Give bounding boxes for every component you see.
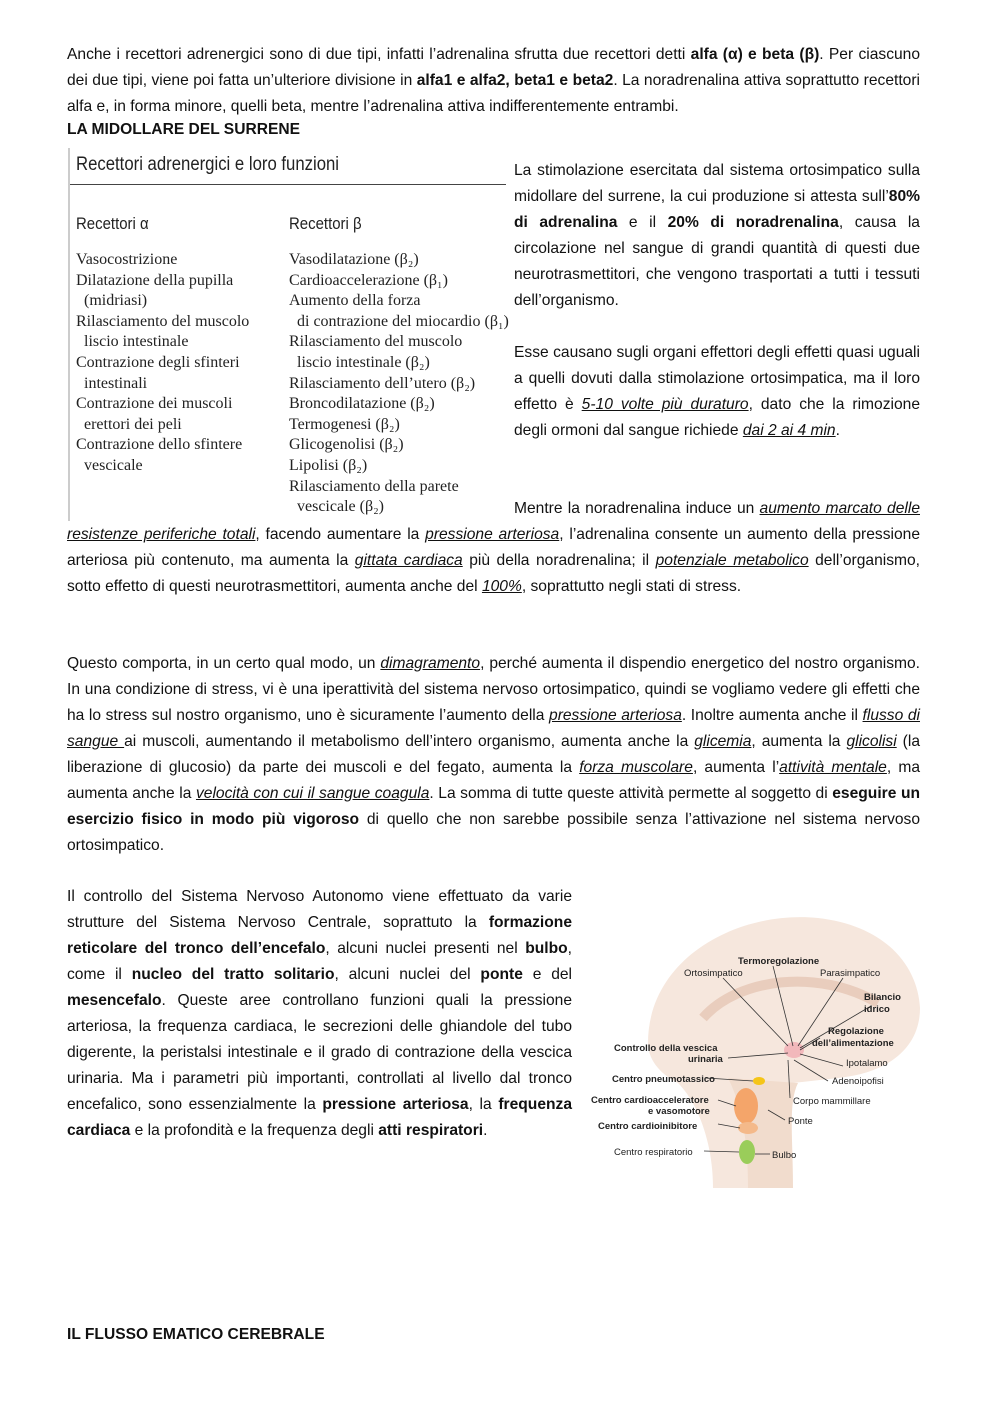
- label-cardioacceleratore-1: Centro cardioacceleratore: [591, 1095, 709, 1106]
- adrenal-medulla-paragraph: La stimolazione esercitata dal sistema ortosimpatico sulla midollare del surrene, la cui produzione si attesta sull’80% di adrenalina e il 20% di noradrenalina, causa la circolazione nel sangue di grandi quantità di questi due neurotrasmettitori, che vengono trasportati a tutti i tessuti dell’organismo.: [514, 162, 920, 309]
- list-item: vescicale: [76, 456, 143, 474]
- label-cardioinibitore: Centro cardioinibitore: [598, 1121, 698, 1132]
- beta-column-header: Recettori β: [289, 214, 362, 233]
- label-adenoipofisi: Adenoipofisi: [832, 1076, 884, 1087]
- list-item: Dilatazione della pupilla: [76, 271, 234, 289]
- section-heading: LA MIDOLLARE DEL SURRENE: [67, 121, 301, 138]
- label-regolazione-2: dell’alimentazione: [812, 1038, 894, 1049]
- list-item: Broncodilatazione (β₂): [289, 395, 435, 413]
- list-item: Contrazione dei muscoli: [76, 395, 233, 413]
- label-bilancio-idrico-1: Bilancio: [864, 992, 901, 1003]
- label-corpo-mammillare: Corpo mammillare: [793, 1096, 871, 1107]
- list-item: Termogenesi (β₂): [289, 415, 400, 433]
- label-pneumotassico: Centro pneumotassico: [612, 1074, 715, 1085]
- label-bilancio-idrico-2: idrico: [864, 1004, 890, 1015]
- adrenergic-receptors-figure: [68, 148, 511, 521]
- list-item: Rilasciamento del muscolo: [76, 312, 250, 330]
- list-item: Rilasciamento del muscolo: [289, 333, 463, 351]
- list-item: Vasodilatazione (β₂): [289, 251, 419, 268]
- list-item: Glicogenolisi (β₂): [289, 436, 404, 454]
- list-item: (midriasi): [76, 292, 148, 310]
- list-item: liscio intestinale: [76, 333, 189, 351]
- label-vescica-2: urinaria: [688, 1054, 723, 1065]
- list-item: Rilasciamento della parete: [289, 477, 459, 495]
- label-cardioacceleratore-2: e vasomotore: [648, 1106, 710, 1117]
- list-item: Vasocostrizione: [76, 251, 178, 268]
- intro-paragraph: Anche i recettori adrenergici sono di due tipi, infatti l’adrenalina sfrutta due recettori detti alfa (α) e beta (β). Per ciascuno dei due tipi, viene poi fatta un’ulteriore divisione in alfa1 e alfa2, beta1 e beta2. La noradrenalina attiva soprattutto recettori alfa e, in forma minore, quelli beta, mentre l’adrenalina attiva indifferentemente entrambi.: [67, 46, 921, 115]
- list-item: Rilasciamento dell’utero (β₂): [289, 374, 476, 392]
- stress-effects-paragraph: Questo comporta, in un certo qual modo, un dimagramento, perché aumenta il dispendio energetico del nostro organismo. In una condizione di stress, vi è una iperattività del sistema nervoso ortosimpatico, quindi se vogliamo vedere gli effetti che ha lo stress sul nostro organismo, uno è sicuramente l’aumento della pressione arteriosa. Inoltre aumenta anche il flusso di sangue ai muscoli, aumentando il metabolismo dell’intero organismo, aumenta anche la glicemia, aumenta la glicolisi (la liberazione di glucosio) da parte dei muscoli e del fegato, aumenta la forza muscolare, aumenta l’attività mentale, ma aumenta anche la velocità con cui il sangue coagula. La somma di tutte queste attività permette al soggetto di eseguire un esercizio fisico in modo più vigoroso di quello che non sarebbe possibile senza l’attivazione nel sistema nervoso ortosimpatico.: [67, 655, 921, 854]
- effector-effects-paragraph: Esse causano sugli organi effettori degli effetti quasi uguali a quelli dovuti dalla stimolazione ortosimpatica, ma il loro effetto è 5-10 volte più duraturo, dato che la rimozione degli ormoni dal sangue richiede dai 2 ai 4 min.: [514, 344, 920, 439]
- label-ipotalamo: Ipotalamo: [846, 1058, 888, 1069]
- label-vescica-1: Controllo della vescica: [614, 1043, 718, 1054]
- cardioaccelerator-center: [734, 1088, 758, 1124]
- pneumotaxic-center: [753, 1077, 765, 1085]
- cardioinhibitor-center: [738, 1122, 758, 1134]
- scan-edge: [68, 148, 70, 521]
- list-item: Aumento della forza: [289, 292, 421, 310]
- list-item: Contrazione dello sfintere: [76, 436, 243, 454]
- list-item: liscio intestinale (β₂): [289, 353, 430, 371]
- brain-diagram-svg: [588, 898, 920, 1188]
- brainstem-control-diagram: [588, 898, 920, 1188]
- label-ponte: Ponte: [788, 1116, 813, 1127]
- label-centro-respiratorio: Centro respiratorio: [614, 1147, 693, 1158]
- list-item: Lipolisi (β₂): [289, 456, 368, 474]
- list-item: intestinali: [76, 374, 148, 392]
- label-termoregolazione: Termoregolazione: [738, 956, 820, 967]
- cns-control-paragraph: Il controllo del Sistema Nervoso Autonomo viene effettuato da varie strutture del Sistema Nervoso Centrale, soprattuto la formazione reticolare del tronco dell’encefalo, alcuni nuclei presenti nel bulbo, come il nucleo del tratto solitario, alcuni nuclei del ponte e del mesencefalo. Queste aree controllano funzioni quali la pressione arteriosa, la frequenza cardiaca, le secrezioni delle ghiandole del tubo digerente, la peristalsi intestinale e il grado di contrazione della vescica urinaria. Ma i parametri più importanti, controllati al livello dal tronco encefalico, sono essenzialmente la pressione arteriosa, la frequenza cardiaca e la profondità e la frequenza degli atti respiratori.: [67, 888, 573, 1139]
- title-rule: [70, 184, 506, 185]
- label-ortosimpatico: Ortosimpatico: [684, 968, 743, 979]
- alpha-functions-list: [76, 250, 249, 477]
- section-heading-2: IL FLUSSO EMATICO CEREBRALE: [67, 1326, 325, 1343]
- beta-functions-list: [289, 250, 509, 518]
- label-parasimpatico: Parasimpatico: [820, 968, 881, 979]
- list-item: di contrazione del miocardio (β₁): [289, 312, 509, 330]
- figure-title: Recettori adrenergici e loro funzioni: [76, 154, 340, 175]
- list-item: erettori dei peli: [76, 415, 182, 433]
- label-bulbo: Bulbo: [772, 1150, 797, 1161]
- list-item: Contrazione degli sfinteri: [76, 353, 240, 371]
- list-item: Cardioaccelerazione (β₁): [289, 271, 448, 289]
- noradrenaline-paragraph: Mentre la noradrenalina induce un aumento marcato delle resistenze periferiche totali, facendo aumentare la pressione arteriosa, l’adrenalina consente un aumento della pressione arteriosa più contenuto, ma aumenta la gittata cardiaca più della noradrenalina; il potenziale metabolico dell’organismo, sotto effetto di questi neurotrasmettitori, aumenta anche del 100%, soprattutto negli stati di stress.: [67, 500, 921, 595]
- list-item: vescicale (β₂): [289, 498, 384, 516]
- respiratory-center: [739, 1140, 755, 1164]
- label-regolazione-1: Regolazione: [828, 1026, 884, 1037]
- alpha-column-header: Recettori α: [76, 214, 149, 233]
